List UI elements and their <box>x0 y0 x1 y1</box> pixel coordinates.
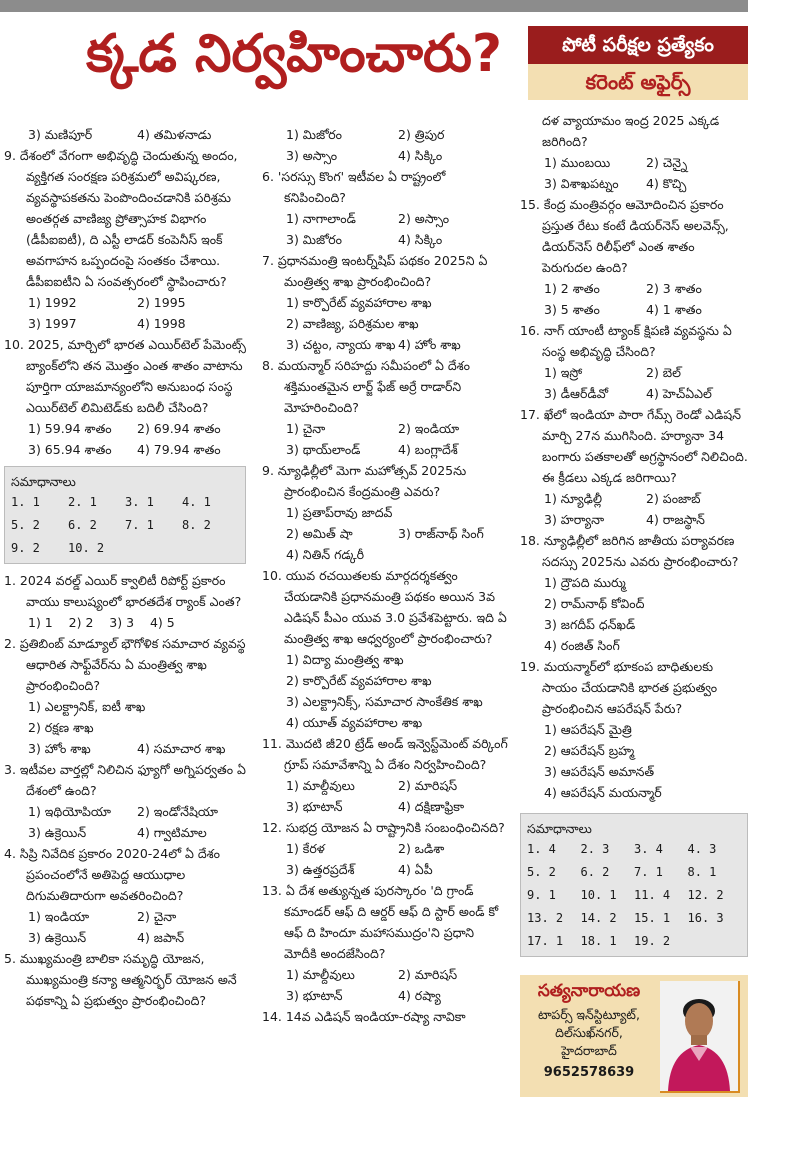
options-row: 3) 65.94 శాతం 4) 79.94 శాతం <box>28 442 221 457</box>
answer: 4. 3 <box>687 842 717 856</box>
answer: 2. 1 <box>68 495 97 509</box>
options-row: 3) భూటాన్ 4) దక్షిణాఫ్రికా <box>286 799 465 814</box>
options-row: 3) భూటాన్ 4) రష్యా <box>286 988 441 1003</box>
options-row: 1) ఇస్రో 2) బెల్ <box>544 365 682 380</box>
option: 1) ద్రౌపది ముర్ము <box>544 575 626 590</box>
question-15: 15. కేంద్ర మంత్రివర్గం ఆమోదించిన ప్రకారం ప్రస్తుత రేటు కంటే డియర్‌నెస్ అలవెన్స్, డియర్‌నెస్ రిలీఫ్‌లో ఎంత శాతం పెరుగుదల ఉంది? <box>520 197 729 275</box>
answer: 3. 4 <box>634 842 663 856</box>
headline <box>0 24 510 104</box>
answer: 7. 1 <box>634 865 663 879</box>
option: 3) ఆపరేషన్ అమానత్ <box>544 764 655 779</box>
options-row: 1) 1 2) 2 3) 3 4) 5 <box>28 615 175 630</box>
options-row: 1) చైనా 2) ఇండియా <box>286 421 460 436</box>
answers-title: సమాధానాలు <box>11 474 76 489</box>
question-10: 10. యువ రచయితలకు మార్గదర్శకత్వం చేయడానికి ప్రధానమంత్రి పథకం అయిన 3వ ఎడిషన్ పీఎం యువ 3.0 ప్రవేశపెట్టారు. ఇది ఏ మంత్రిత్వ శాఖ ఆధ్వర్యంలో ప్రారంభించారు? <box>262 568 507 646</box>
options-row: 3) చట్టం, న్యాయ శాఖ 4) హోం శాఖ <box>286 337 461 352</box>
answer: 16. 3 <box>687 911 724 925</box>
answer: 14. 2 <box>580 911 617 925</box>
options-row: 3) మిజోరం 4) సిక్కిం <box>286 232 443 247</box>
option: 4) నితిన్ గడ్కరీ <box>286 547 365 562</box>
option: 2) వాణిజ్య, పరిశ్రమల శాఖ <box>286 316 419 331</box>
options-row: 1) ఇండియా 2) చైనా <box>28 909 177 924</box>
options-row: 1) ముంబయి 2) చెన్నై <box>544 155 688 170</box>
answer: 1. 4 <box>527 842 556 856</box>
options-row: 1) మాల్దీవులు 2) మారిషస్ <box>286 967 458 982</box>
top-rule <box>0 0 748 12</box>
options-row: 2) అమిత్ షా 3) రాజ్‌నాథ్ సింగ్ <box>286 526 484 541</box>
options-row: 3) థాయ్‌లాండ్ 4) బంగ్లాదేశ్ <box>286 442 458 457</box>
answer: 6. 2 <box>68 518 97 532</box>
answer: 13. 2 <box>527 911 564 925</box>
column-3 <box>520 110 748 963</box>
question-17: 17. ఖేలో ఇండియా పారా గేమ్స్ రెండో ఎడిషన్ మార్చి 27న ముగిసింది. హర్యానా 34 బంగారు పతకాలతో అగ్రస్థానంలో నిలిచింది. ఈ క్రీడలు ఎక్కడ జరిగాయి? <box>520 407 748 485</box>
banner-special: పోటీ పరీక్షల ప్రత్యేకం <box>528 26 748 64</box>
option: 3) జగదీప్ ధన్‌ఖడ్ <box>544 617 636 632</box>
person-photo-icon <box>660 981 738 1091</box>
options-row: 1) 2 శాతం 2) 3 శాతం <box>544 281 702 296</box>
option: 1) ఎలక్ట్రానిక్, ఐటీ శాఖ <box>28 699 146 714</box>
answer: 15. 1 <box>634 911 671 925</box>
options-row: 1) 59.94 శాతం 2) 69.94 శాతం <box>28 421 221 436</box>
answers-box <box>520 813 748 957</box>
option: 3) ఎలక్ట్రానిక్స్, సమాచార సాంకేతిక శాఖ <box>286 694 483 709</box>
question-14-continued: దళ వ్యాయామం ఇంద్ర 2025 ఎక్కడ జరిగింది? <box>542 113 720 149</box>
question-14: 14. 14వ ఎడిషన్ ఇండియా-రష్యా నావికా <box>262 1009 466 1024</box>
answer: 2. 3 <box>580 842 610 856</box>
options-row: 3) 1997 4) 1998 <box>28 316 186 331</box>
author-institute: టాపర్స్ ఇన్‌స్టిట్యూట్, <box>538 1007 640 1022</box>
answer: 5. 2 <box>527 865 556 879</box>
question-12: 12. సుభద్ర యోజన ఏ రాష్ట్రానికి సంబంధించినది? <box>262 820 505 835</box>
author-name: సత్యనారాయణ <box>537 981 641 1001</box>
question-7: 7. ప్రధానమంత్రి ఇంటర్న్‌షిప్ పథకం 2025ని ఏ మంత్రిత్వ శాఖ ప్రారంభించింది? <box>262 253 488 289</box>
question-10: 10. 2025, మార్చిలో భారత ఎయిర్‌టెల్ పేమెంట్స్ బ్యాంక్‌లోని తన మొత్తం ఎంత శాతం వాటాను పూర్తిగా యాజమాన్యంలోని అనుబంధ సంస్థ ఎయిర్‌టెల్ లిమిటెడ్‌కు బదిలీ చేసింది? <box>4 337 246 415</box>
question-13: 13. ఏ దేశ అత్యున్నత పురస్కారం 'ది గ్రాండ్ కమాండర్ ఆఫ్ ది ఆర్డర్ ఆఫ్ ది స్టార్ అండ్ కో ఆఫ్ ది హిందూ మహాసముద్రం'ని ప్రధాని మోదీకి అందజేసింది? <box>262 883 499 961</box>
option: 2) ఆపరేషన్ బ్రహ్మ <box>544 743 635 758</box>
options-row: 3) డీఆర్‌డీవో 4) హెచ్ఏఎల్ <box>544 386 712 401</box>
question-18: 18. న్యూఢిల్లీలో జరిగిన జాతీయ పర్యావరణ సదస్సు 2025ను ఎవరు ప్రారంభించారు? <box>520 533 739 569</box>
answer: 9. 1 <box>527 888 556 902</box>
question-6: 6. 'సరస్సు కొంగ' ఇటీవల ఏ రాష్ట్రంలో కనిపించింది? <box>262 169 446 205</box>
answer: 19. 2 <box>634 934 671 948</box>
options-row: 3) హోం శాఖ 4) సమాచార శాఖ <box>28 741 226 756</box>
answer: 7. 1 <box>125 518 154 532</box>
options-row: 3) హర్యానా 4) రాజస్థాన్ <box>544 512 705 527</box>
option: 4) యూత్ వ్యవహారాల శాఖ <box>286 715 423 730</box>
column-2 <box>262 124 510 1027</box>
author-box <box>520 975 748 1097</box>
option: 4) ఆపరేషన్ మయన్మార్ <box>544 785 662 800</box>
question-19: 19. మయన్మార్‌లో భూకంప బాధితులకు సాయం చేయడానికి భారత ప్రభుత్వం ప్రారంభించిన ఆపరేషన్ పేరు? <box>520 659 718 716</box>
question-4: 4. సిప్రి నివేదిక ప్రకారం 2020-24లో ఏ దేశం ప్రపంచంలోనే అతిపెద్ద ఆయుధాల దిగుమతిదారుగా అవతరించింది? <box>4 846 220 903</box>
author-photo <box>660 981 740 1093</box>
answer: 9. 2 <box>11 541 40 555</box>
question-8: 8. మయన్మార్ సరిహద్దు సమీపంలో ఏ దేశం శక్తిమంతమైన లార్జ్ ఫేజ్ అర్రే రాడార్‌ని మోహరించింది? <box>262 358 470 415</box>
option: 1) ప్రతాప్‌రావు జాదవ్ <box>286 505 393 520</box>
author-area: దిల్‌సుఖ్‌నగర్, <box>555 1025 623 1040</box>
answer: 17. 1 <box>527 934 564 948</box>
answer: 18. 1 <box>580 934 617 948</box>
question-3: 3. ఇటీవల వార్తల్లో నిలిచిన ఫ్యూగో అగ్నిపర్వతం ఏ దేశంలో ఉంది? <box>4 762 246 798</box>
option: 2) రామ్‌నాథ్ కోవింద్ <box>544 596 645 611</box>
answer: 1. 1 <box>11 495 40 509</box>
question-16: 16. నాగ్ యాంటీ ట్యాంక్ క్షిపణి వ్యవస్థను ఏ సంస్థ అభివృద్ధి చేసింది? <box>520 323 732 359</box>
headline-text: క్కడ నిర్వహించారు? <box>86 24 502 84</box>
answer: 8. 2 <box>182 518 211 532</box>
author-city: హైదరాబాద్ <box>561 1043 617 1058</box>
option: 4) రంజిత్ సింగ్ <box>544 638 620 653</box>
option: 2) రక్షణ శాఖ <box>28 720 94 735</box>
answer: 6. 2 <box>580 865 610 879</box>
options-row: 3) ఉత్తరప్రదేశ్ 4) ఏపీ <box>286 862 433 877</box>
answer: 11. 4 <box>634 888 671 902</box>
answer: 5. 2 <box>11 518 40 532</box>
options-row: 3) విశాఖపట్నం 4) కొచ్చి <box>544 176 687 191</box>
question-5: 5. ముఖ్యమంత్రి బాలికా సమృద్ధి యోజన, ముఖ్యమంత్రి కన్యా ఆత్మనిర్భర్ యోజన అనే పథకాన్ని ఏ ప్రభుత్వం ప్రారంభించింది? <box>4 951 237 1008</box>
options-row: 3) మణిపూర్ 4) తమిళనాడు <box>28 127 212 142</box>
options-row: 3) 5 శాతం 4) 1 శాతం <box>544 302 702 317</box>
options-row: 1) కేరళ 2) ఒడిశా <box>286 841 445 856</box>
options-row: 1) న్యూఢిల్లీ 2) పంజాబ్ <box>544 491 701 506</box>
options-row: 1) 1992 2) 1995 <box>28 295 186 310</box>
answers-title: సమాధానాలు <box>527 821 592 836</box>
question-2: 2. ప్రతిబింబ్ మాడ్యూల్ భౌగోళిక సమాచార వ్యవస్థ ఆధారిత సాఫ్ట్‌వేర్‌ను ఏ మంత్రిత్వ శాఖ ప్రారంభించింది? <box>4 636 246 693</box>
options-row: 1) మిజోరం 2) త్రిపుర <box>286 127 445 142</box>
banner-current-affairs: కరెంట్ అఫైర్స్ <box>528 64 748 100</box>
question-9: 9. న్యూఢిల్లీలో మెగా మహోత్సవ్ 2025ను ప్రారంభించిన కేంద్రమంత్రి ఎవరు? <box>262 463 467 499</box>
answers-box <box>4 466 246 564</box>
options-row: 3) ఉక్రెయిన్ 4) జపాన్ <box>28 930 185 945</box>
column-1 <box>4 124 246 1011</box>
question-11: 11. మొదటి జీ20 ట్రేడ్ అండ్ ఇన్వెస్ట్‌మెంట్ వర్కింగ్ గ్రూప్ సమావేశాన్ని ఏ దేశం నిర్వహించింది? <box>262 736 508 772</box>
options-row: 1) మాల్దీవులు 2) మారిషస్ <box>286 778 458 793</box>
answer: 10. 1 <box>580 888 617 902</box>
options-row: 3) ఉక్రెయిన్ 4) గ్వాటిమాల <box>28 825 207 840</box>
options-row: 1) నాగాలాండ్ 2) అస్సాం <box>286 211 450 226</box>
answer: 10. 2 <box>68 541 105 555</box>
answer: 12. 2 <box>687 888 724 902</box>
option: 1) ఆపరేషన్ మైత్రి <box>544 722 632 737</box>
author-phone: 9652578639 <box>543 1065 635 1080</box>
answer: 3. 1 <box>125 495 154 509</box>
answer: 8. 1 <box>687 865 717 879</box>
question-1: 1. 2024 వరల్డ్ ఎయిర్ క్వాలిటీ రిపోర్ట్ ప్రకారం వాయు కాలుష్యంలో భారతదేశ ర్యాంక్ ఎంత? <box>4 573 242 609</box>
option: 2) కార్పొరేట్ వ్యవహారాల శాఖ <box>286 673 432 688</box>
answer: 4. 1 <box>182 495 211 509</box>
options-row: 3) అస్సాం 4) సిక్కిం <box>286 148 443 163</box>
option: 1) కార్పొరేట్ వ్యవహారాల శాఖ <box>286 295 432 310</box>
question-9: 9. దేశంలో వేగంగా అభివృద్ధి చెందుతున్న అందం, వ్యక్తిగత సంరక్షణ పరిశ్రమలో అవిష్కరణ, వ్యవస్థాపకతను పెంపొందించడానికి పరిశ్రమ అంతర్గత వాణిజ్య ప్రోత్సాహక విభాగం (డీపీఐఐటీ), ది ఎస్టీ లాడర్ కంపెనీస్ ఇంక్ అవగాహన ఒప్పందంపై సంతకం చేశాయి. డీపీఐఐటీని ఏ సంవత్సరంలో స్థాపించారు? <box>4 148 238 289</box>
option: 1) విద్యా మంత్రిత్వ శాఖ <box>286 652 404 667</box>
options-row: 1) ఇథియోపియా 2) ఇండోనేషియా <box>28 804 218 819</box>
